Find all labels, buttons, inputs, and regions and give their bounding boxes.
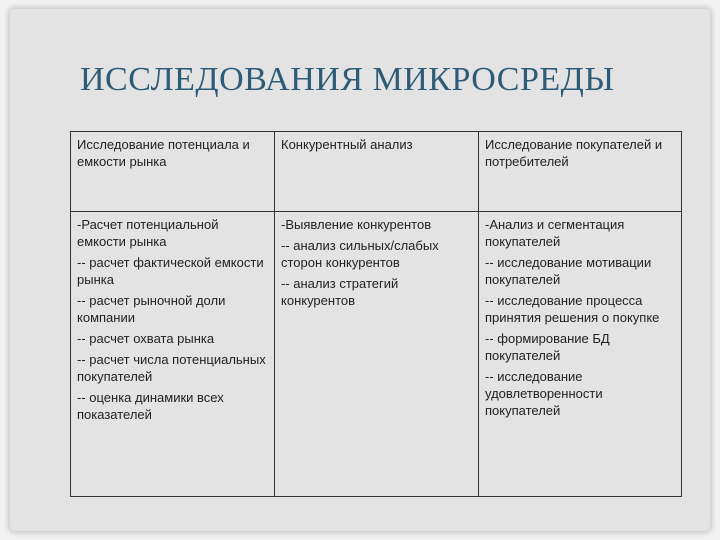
list-item: -- расчет охвата рынка — [77, 331, 215, 346]
body-cell-market-potential — [71, 212, 275, 497]
header-cell-market-potential: Исследование потенциала и емкости рынка — [71, 132, 275, 212]
list-item: -- анализ стратегий конкурентов — [281, 276, 399, 308]
body-cell-customer-research — [479, 212, 682, 497]
research-table — [70, 131, 682, 497]
list-item: -Выявление конкурентов — [281, 217, 432, 232]
list-item: -- оценка динамики всех показателей — [77, 390, 224, 422]
list-item: -- исследование мотивации покупателей — [485, 255, 652, 287]
table-body-row — [71, 212, 682, 497]
table-header-row — [71, 132, 682, 212]
list-item: -Анализ и сегментация покупателей — [485, 217, 625, 249]
list-item: -- расчет фактической емкости рынка — [77, 255, 264, 287]
list-item: -- расчет числа потенциальных покупателей — [77, 352, 266, 384]
list-item: -- формирование БД покупателей — [485, 331, 610, 363]
slide — [10, 9, 710, 531]
list-item: -- расчет рыночной доли компании — [77, 293, 226, 325]
body-cell-competitor-analysis — [275, 212, 479, 497]
list-item: -- анализ сильных/слабых сторон конкурентов — [281, 238, 439, 270]
list-item: -- исследование процесса принятия решения о покупке — [485, 293, 660, 325]
header-cell-customer-research: Исследование покупателей и потребителей — [479, 132, 682, 212]
header-cell-competitor-analysis: Конкурентный анализ — [275, 132, 479, 212]
list-item: -- исследование удовлетворенности покупателей — [485, 369, 603, 418]
list-item: -Расчет потенциальной емкости рынка — [77, 217, 219, 249]
slide-title: ИССЛЕДОВАНИЯ МИКРОСРЕДЫ — [80, 61, 615, 98]
